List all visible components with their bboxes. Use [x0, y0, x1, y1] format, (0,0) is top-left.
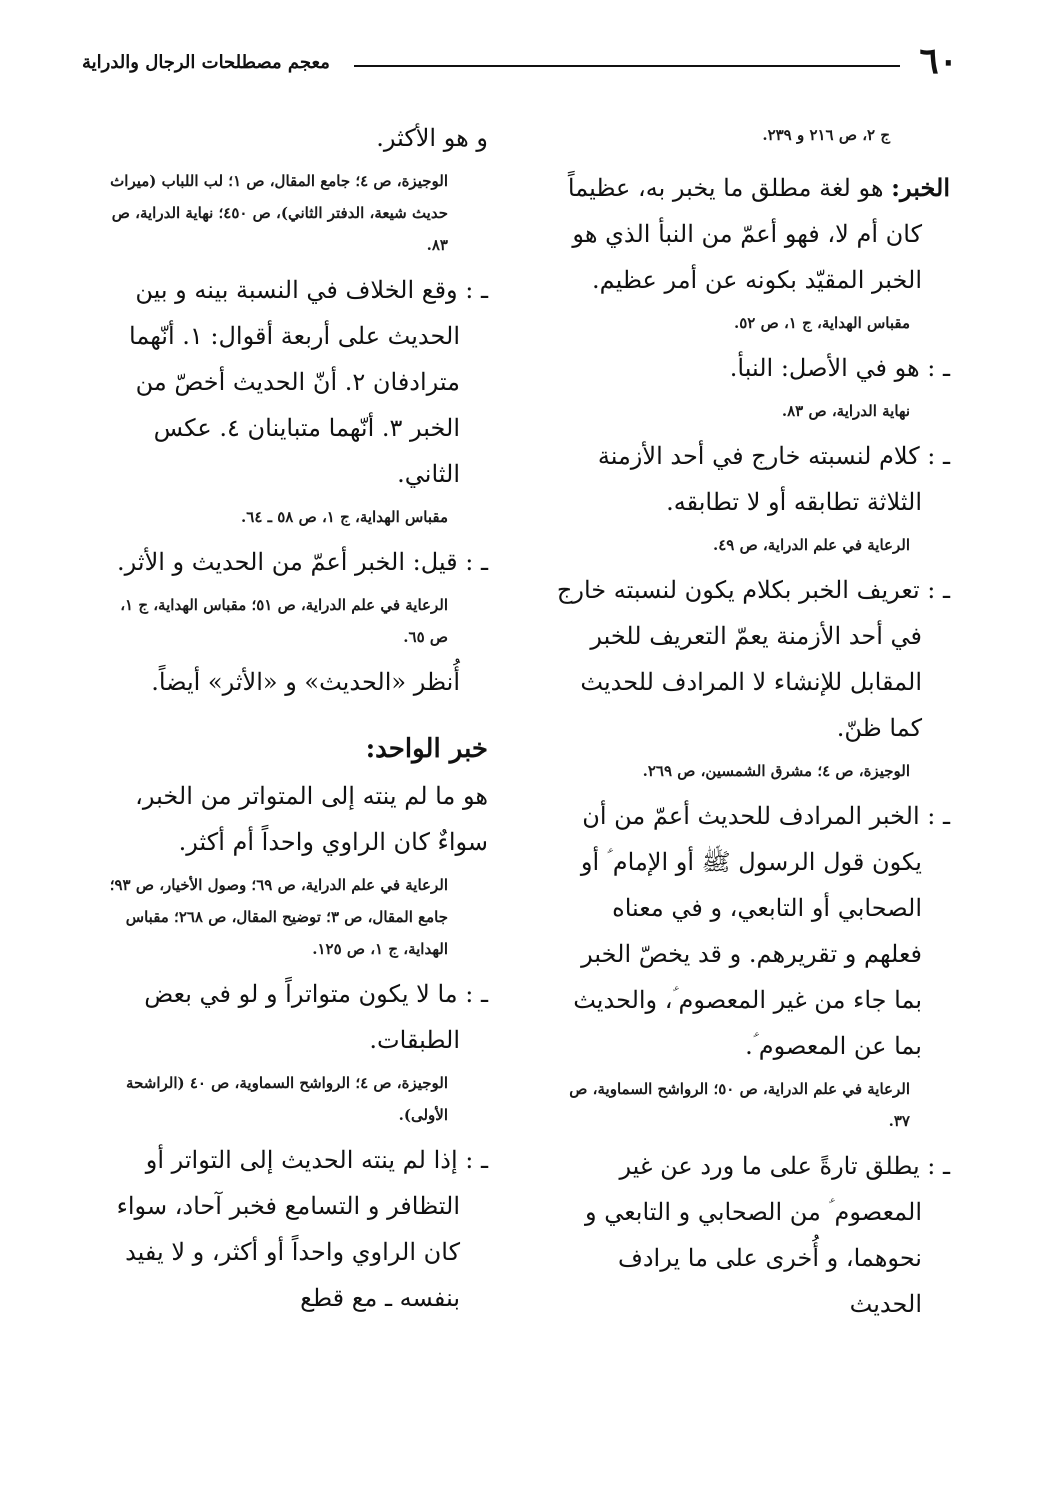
definition-item: ـ : قيل: الخبر أعمّ من الحديث و الأثر. [117, 548, 488, 576]
citation: الوجيزة، ص ٤؛ مشرق الشمسين، ص ٢٦٩. [642, 762, 910, 780]
definition-item: ـ : كلام لنسبته خارج في أحد الأزمنة الثلاثة تطابقه أو لا تطابقه. [597, 442, 950, 516]
citation: الوجيزة، ص ٤؛ الرواشح السماوية، ص ٤٠ (الراشحة الأولى). [126, 1074, 448, 1124]
definition-item: ـ : ما لا يكون متواتراً و لو في بعض الطبقات. [144, 980, 488, 1054]
citation: الوجيزة، ص ٤؛ جامع المقال، ص ١؛ لب اللباب (ميراث حديث شيعة، الدفتر الثاني)، ص ٤٥٠؛ نهاية الدراية، ص ٨٣. [110, 172, 448, 254]
citation: مقباس الهداية، ج ١، ص ٥٢. [734, 314, 910, 332]
citation: الرعاية في علم الدراية، ص ٦٩؛ وصول الأخيار، ص ٩٣؛ جامع المقال، ص ٣؛ توضيح المقال، ص ٢٦٨؛ مقباس الهداية، ج ١، ص ١٢٥. [109, 876, 448, 958]
citation: الرعاية في علم الدراية، ص ٤٩. [712, 536, 910, 554]
section-title-khabar-wahid: خبر الواحد: [365, 734, 488, 764]
continuation-text: و هو الأكثر. [376, 124, 488, 152]
header-rule [354, 65, 900, 67]
citation: ج ٢، ص ٢١٦ و ٢٣٩. [762, 126, 890, 144]
running-title: معجم مصطلحات الرجال والدراية [82, 52, 330, 73]
page-header [82, 38, 958, 88]
definition-text: هو لغة مطلق ما يخبر به، عظيماً كان أم لا، فهو أعمّ من النبأ الذي هو الخبر المقيّد بكونه عن أمر عظيم. [567, 174, 922, 294]
term-khabar: الخبر: [891, 173, 950, 202]
definition-text: هو ما لم ينته إلى المتواتر من الخبر، سواءٌ كان الراوي واحداً أم أكثر. [135, 782, 488, 856]
definition-item: ـ : وقع الخلاف في النسبة بينه و بين الحديث على أربعة أقوال: ١. أنّهما مترادفان ٢. أنّ الحديث أخصّ من الخبر ٣. أنّهما متباينان ٤. عكس الثاني. [129, 276, 488, 488]
citation: الرعاية في علم الدراية، ص ٥١؛ مقباس الهداية، ج ١، ص ٦٥. [120, 596, 448, 646]
definition-item: ـ : هو في الأصل: النبأ. [729, 354, 950, 382]
definition-item: ـ : تعريف الخبر بكلام يكون لنسبته خارج في أحد الأزمنة يعمّ التعريف للخبر المقابل للإنشاء لا المرادف للحديث كما ظنّ. [556, 576, 950, 742]
citation: الرعاية في علم الدراية، ص ٥٠؛ الرواشح السماوية، ص ٣٧. [569, 1080, 910, 1130]
citation: نهاية الدراية، ص ٨٣. [781, 402, 910, 420]
definition-item: ـ : يطلق تارةً على ما ورد عن غير المعصوم ؑ من الصحابي و التابعي و نحوهما، و أُخرى على ما يرادف الحديث [584, 1152, 950, 1318]
definition-item: ـ : إذا لم ينته الحديث إلى التواتر أو التظافر و التسامع فخبر آحاد، سواء كان الراوي واحداً أو أكثر، و لا يفيد بنفسه ـ مع قطع [116, 1146, 488, 1312]
citation: مقباس الهداية، ج ١، ص ٥٨ ـ ٦٤. [241, 508, 448, 526]
right-column [550, 115, 950, 1327]
definition-item: ـ : الخبر المرادف للحديث أعمّ من أن يكون قول الرسول ﷺ أو الإمام ؑ أو الصحابي أو التابعي، و في معناه فعلهم و تقريرهم. و قد يخصّ الخبر بما جاء من غير المعصوم ؑ، والحديث بما عن المعصوم ؑ. [573, 802, 950, 1060]
see-also-note: أُنظر «الحديث» و «الأثر» أيضاً. [151, 668, 460, 696]
entry-khabar [550, 165, 950, 303]
left-column [104, 115, 488, 1321]
page-number: ٦٠ [919, 40, 958, 82]
